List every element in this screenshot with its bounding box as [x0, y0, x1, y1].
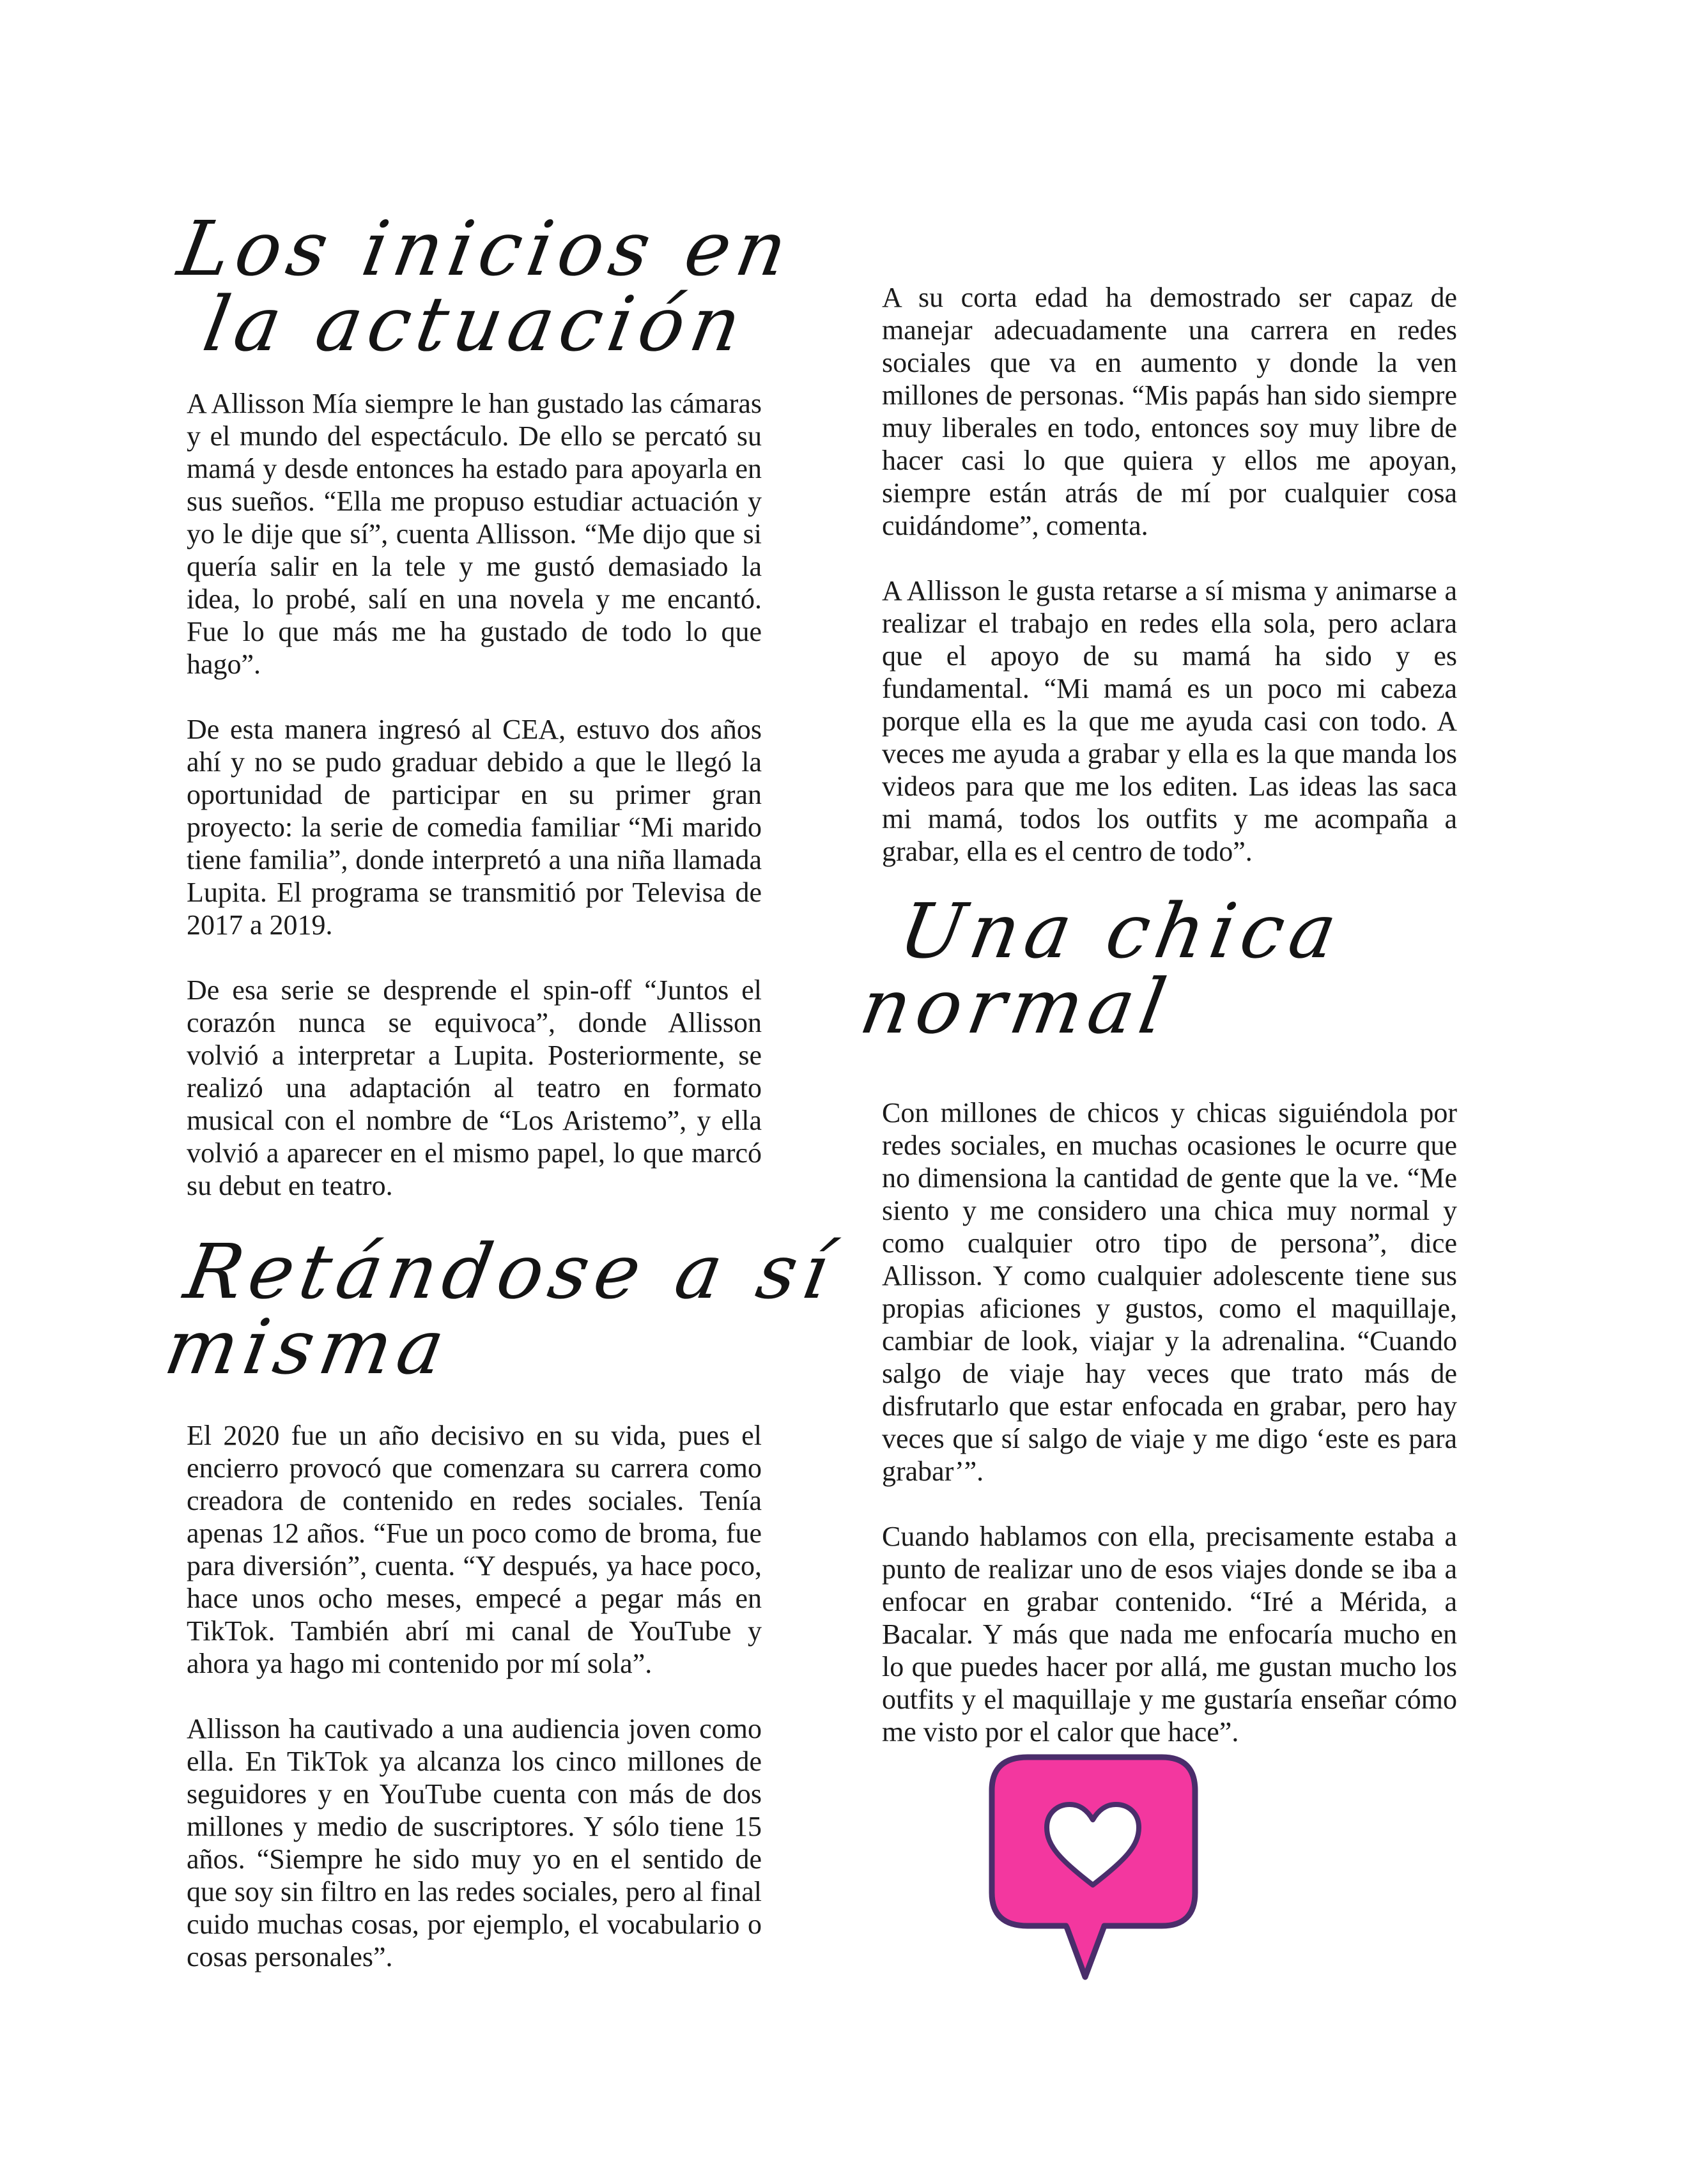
paragraph: De esa serie se desprende el spin-off “Juntos el corazón nunca se equivoca”, donde Allisson volvió a interpretar a Lupita. Posteriormente, se realizó una adaptación al teatro en formato musical con el nombre de “Los Aristemo”, y ella volvió a aparecer en el mismo papel, lo que marcó su debut en teatro. — [187, 974, 762, 1201]
paragraph: El 2020 fue un año decisivo en su vida, pues el encierro provocó que comenzara su carrera como creadora de contenido en redes sociales. Tenía apenas 12 años. “Fue un poco como de broma, fue para diversión”, cuenta. “Y después, ya hace poco, hace unos ocho meses, empecé a pegar más en TikTok. También abrí mi canal de YouTube y ahora ya hago mi contenido por mí sola”. — [187, 1420, 762, 1679]
paragraph: De esta manera ingresó al CEA, estuvo dos años ahí y no se pudo graduar debido a que le llegó la oportunidad de participar en su primer gran proyecto: la serie de comedia familiar “Mi marido tiene familia”, donde interpretó a una niña llamada Lupita. El programa se transmitió por Televisa de 2017 a 2019. — [187, 714, 762, 941]
paragraph: Cuando hablamos con ella, precisamente estaba a punto de realizar uno de esos viajes donde se iba a enfocar en grabar contenido. “Iré a Mérida, a Bacalar. Y más que nada me enfocaría mucho en lo que puedes hacer por allá, me gustan mucho los outfits y el maquillaje y me gustaría enseñar cómo me visto por el calor que hace”. — [882, 1521, 1457, 1748]
heading-line: la actuación — [197, 280, 754, 368]
paragraph: Allisson ha cautivado a una audiencia joven como ella. En TikTok ya alcanza los cinco millones de seguidores y en YouTube cuenta con más de dos millones y medio de suscriptores. Y sólo tiene 15 años. “Siempre he sido muy yo en el sentido de que soy sin filtro en las redes sociales, pero al final cuido muchas cosas, por ejemplo, el vocabulario o cosas personales”. — [187, 1713, 762, 1973]
heading-line: Retándose a sí — [178, 1227, 842, 1316]
section-heading-chica-normal — [854, 887, 1457, 1050]
heart-speech-bubble-icon — [983, 1750, 1203, 1987]
paragraph: A Allisson le gusta retarse a sí misma y animarse a realizar el trabajo en redes ella sola, pero aclara que el apoyo de su mamá ha sido y es fundamental. “Mi mamá es un poco mi cabeza porque ella es la que me ayuda casi con todo. A veces me ayuda a grabar y ella es la que manda los videos para que me los editen. Las ideas las saca mi mamá, todos los outfits y me acompaña a grabar, ella es el centro de todo”. — [882, 575, 1457, 867]
section-heading-inicios — [172, 204, 800, 368]
right-column — [854, 281, 1457, 1748]
heading-line: misma — [158, 1303, 458, 1391]
left-column — [158, 204, 842, 1973]
paragraph: Con millones de chicos y chicas siguiéndola por redes sociales, en muchas ocasiones le ocurre que no dimensiona la cantidad de gente que la ve. “Me siento y me considero una chica muy normal y como cualquier otro tipo de persona”, dice Allisson. Y como cualquier adolescente tiene sus propias aficiones y gustos, como el maquillaje, cambiar de look, viajar y la adrenalina. “Cuando salgo de viaje hay veces que trato más de disfrutarlo que estar enfocada en grabar, pero hay veces que sí salgo de viaje y me digo ‘este es para grabar’”. — [882, 1097, 1457, 1487]
paragraph: A su corta edad ha demostrado ser capaz de manejar adecuadamente una carrera en redes sociales que va en aumento y donde la ven millones de personas. “Mis papás han sido siempre muy liberales en todo, entonces soy muy libre de hacer casi lo que quiera y ellos me apoyan, siempre están atrás de mí por cualquier cosa cuidándome”, comenta. — [882, 282, 1457, 541]
heading-line: Los inicios en — [172, 204, 800, 293]
section-heading-retandose — [158, 1227, 842, 1391]
heading-line: normal — [854, 962, 1179, 1050]
paragraph: A Allisson Mía siempre le han gustado las cámaras y el mundo del espectáculo. De ello se percató su mamá y desde entonces ha estado para apoyarla en sus sueños. “Ella me propuso estudiar actuación y yo le dije que sí”, cuenta Allisson. “Me dijo que si quería salir en la tele y me gustó demasiado la idea, lo probé, salí en una novela y me encantó. Fue lo que más me ha gustado de todo lo que hago”. — [187, 388, 762, 680]
heading-line: Una chica — [893, 887, 1350, 975]
